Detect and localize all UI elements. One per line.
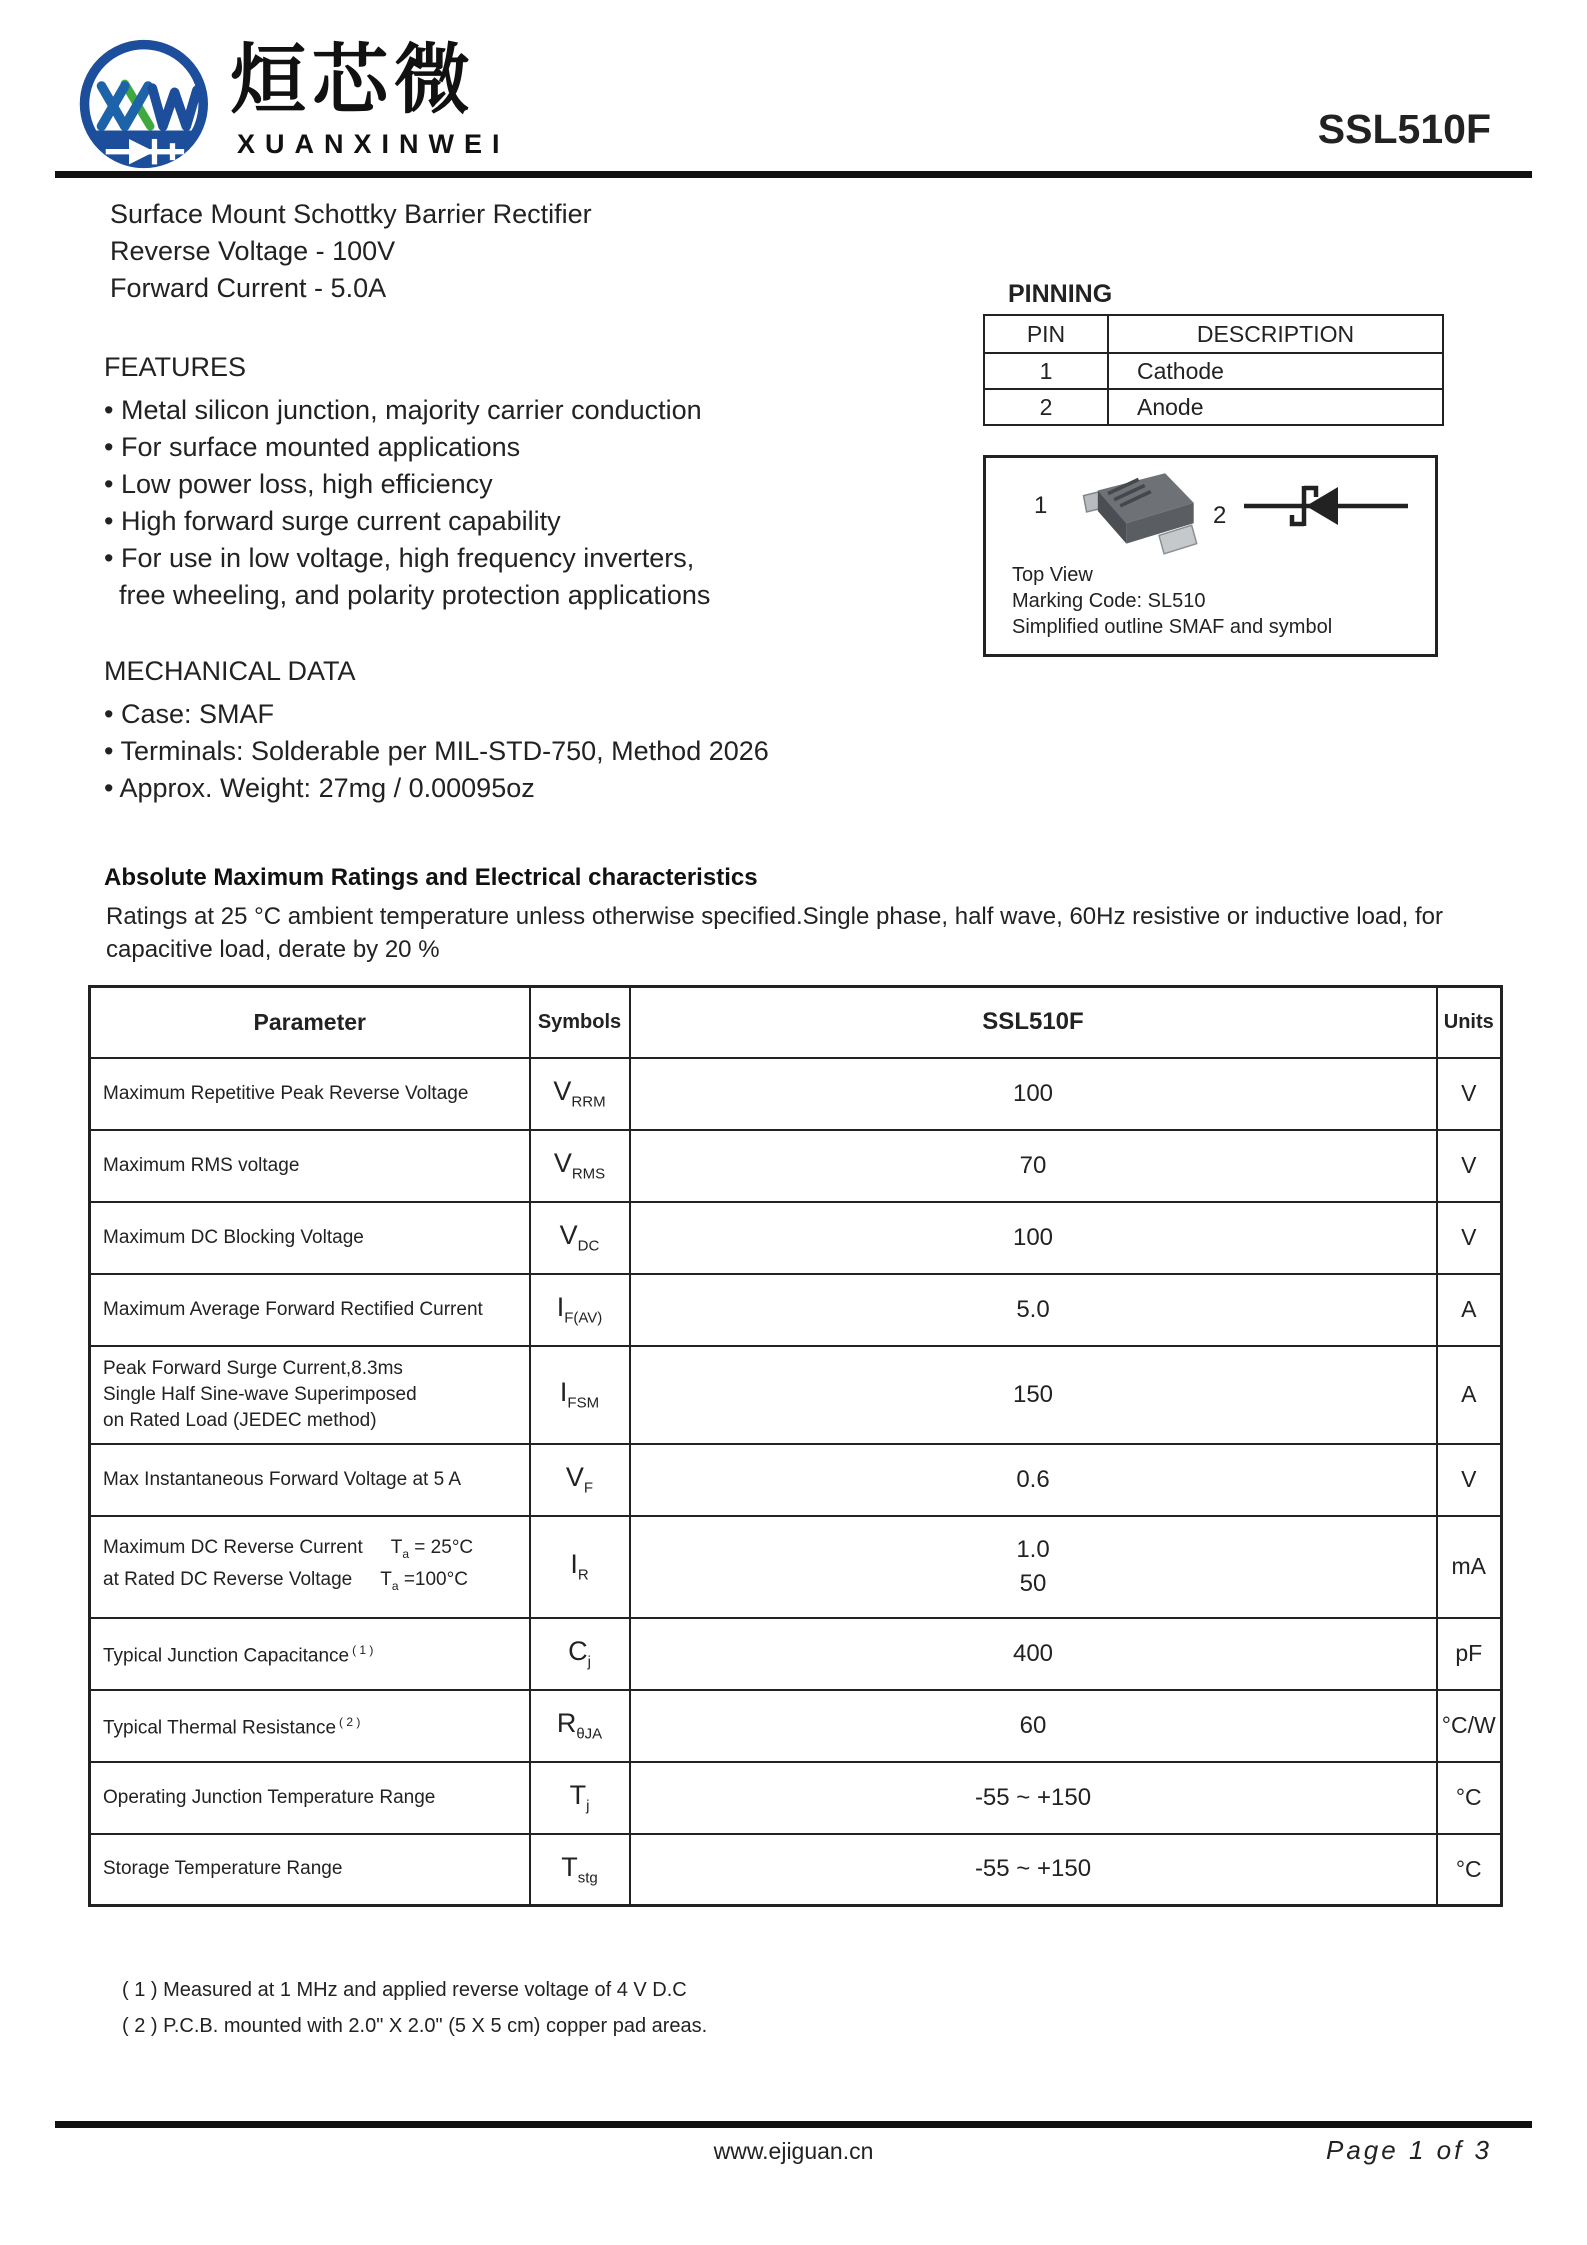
mechanical-data-title: MECHANICAL DATA	[104, 656, 356, 686]
table-row	[90, 1762, 1502, 1834]
value-cell: 0.6	[630, 1444, 1437, 1516]
value-cell: -55 ~ +150	[630, 1762, 1437, 1834]
unit-cell: V	[1437, 1444, 1502, 1516]
ratings-section-title: Absolute Maximum Ratings and Electrical characteristics	[104, 864, 758, 891]
pinning-table	[983, 314, 1444, 426]
company-name-chinese: 烜芯微	[230, 38, 476, 123]
package-3d-image	[1056, 462, 1211, 564]
ratings-table-body	[90, 1058, 1502, 1906]
table-row	[90, 1516, 1502, 1618]
package-caption-line: Marking Code: SL510	[1012, 590, 1206, 612]
footnote-1: ( 1 ) Measured at 1 MHz and applied reverse voltage of 4 V D.C	[122, 1979, 687, 2001]
schottky-diode-symbol-icon	[1238, 474, 1416, 538]
ratings-header-parameter: Parameter	[90, 987, 530, 1058]
footer-website: www.ejiguan.cn	[713, 2138, 874, 2164]
ratings-header-symbols: Symbols	[530, 987, 630, 1058]
symbol-cell: $I_{F(AV)}$	[530, 1274, 630, 1346]
unit-cell: V	[1437, 1202, 1502, 1274]
pinning-header-row	[984, 315, 1443, 353]
list-item: • For surface mounted applications	[104, 432, 521, 462]
value-cell: 100	[630, 1058, 1437, 1130]
symbol-cell: $V_{RMS}$	[530, 1130, 630, 1202]
parameter-cell: Typical Junction Capacitance $^{( 1 )}$	[90, 1618, 530, 1690]
ratings-header-row	[90, 987, 1502, 1058]
unit-cell: mA	[1437, 1516, 1502, 1618]
symbol-cell: $I_{FSM}$	[530, 1346, 630, 1444]
summary-line: Forward Current - 5.0A	[110, 273, 387, 303]
symbol-cell: $T_j$	[530, 1762, 630, 1834]
value-cell: 100	[630, 1202, 1437, 1274]
symbol-cell: $T_{stg}$	[530, 1834, 630, 1906]
table-row	[90, 1346, 1502, 1444]
table-row	[90, 1618, 1502, 1690]
value-cell: 150	[630, 1346, 1437, 1444]
unit-cell: V	[1437, 1130, 1502, 1202]
value-cell: -55 ~ +150	[630, 1834, 1437, 1906]
package-caption-line: Top View	[1012, 564, 1093, 586]
package-caption-line: Simplified outline SMAF and symbol	[1012, 616, 1333, 638]
symbol-cell: $R_{\theta JA}$	[530, 1690, 630, 1762]
footer-page-number: Page 1 of 3	[1326, 2135, 1492, 2165]
list-item: • Terminals: Solderable per MIL-STD-750, Method 2026	[104, 736, 769, 766]
list-item: • For use in low voltage, high frequency inverters,	[104, 543, 695, 573]
table-row	[90, 1130, 1502, 1202]
unit-cell: V	[1437, 1058, 1502, 1130]
table-row	[90, 1058, 1502, 1130]
package-outline-box	[983, 455, 1438, 657]
unit-cell: °C	[1437, 1762, 1502, 1834]
table-row	[90, 1444, 1502, 1516]
pinning-title: PINNING	[1008, 280, 1113, 308]
summary-line: Surface Mount Schottky Barrier Rectifier	[110, 199, 592, 229]
parameter-cell: Maximum DC Blocking Voltage	[90, 1202, 530, 1274]
table-row	[90, 1202, 1502, 1274]
symbol-cell: $V_F$	[530, 1444, 630, 1516]
symbol-cell: $V_{DC}$	[530, 1202, 630, 1274]
footer-divider	[55, 2121, 1532, 2128]
mechanical-data-list	[104, 696, 864, 807]
ratings-table	[88, 985, 1503, 1907]
list-item: • Low power loss, high efficiency	[104, 469, 493, 499]
package-caption	[1012, 562, 1332, 640]
value-cell: 400	[630, 1618, 1437, 1690]
table-row	[90, 1834, 1502, 1906]
unit-cell: °C	[1437, 1834, 1502, 1906]
features-list	[104, 392, 834, 614]
pin-description: Cathode	[1108, 353, 1443, 389]
table-row	[90, 1690, 1502, 1762]
list-item: • Metal silicon junction, majority carrier conduction	[104, 395, 702, 425]
value-cell: 5.0	[630, 1274, 1437, 1346]
pin-number: 2	[984, 389, 1108, 425]
parameter-cell: Typical Thermal Resistance $^{( 2 )}$	[90, 1690, 530, 1762]
footnote-2: ( 2 ) P.C.B. mounted with 2.0" X 2.0" (5 X 5 cm) copper pad areas.	[122, 2015, 708, 2037]
unit-cell: A	[1437, 1274, 1502, 1346]
list-item: • Approx. Weight: 27mg / 0.00095oz	[104, 773, 535, 803]
value-cell: 70	[630, 1130, 1437, 1202]
pinning-header-description: DESCRIPTION	[1108, 315, 1443, 353]
list-item: • Case: SMAF	[104, 699, 274, 729]
parameter-cell: Maximum RMS voltage	[90, 1130, 530, 1202]
pinning-row	[984, 389, 1443, 425]
product-summary	[110, 196, 592, 307]
ratings-header-units: Units	[1437, 987, 1502, 1058]
parameter-cell: Maximum DC Reverse Current $T_a = 25^\circ C$ at Rated DC Reverse Voltage $T_a =100^\circ C$	[90, 1516, 530, 1618]
symbol-cell: $I_R$	[530, 1516, 630, 1618]
unit-cell: °C/W	[1437, 1690, 1502, 1762]
pinning-row	[984, 353, 1443, 389]
parameter-cell: Maximum Repetitive Peak Reverse Voltage	[90, 1058, 530, 1130]
value-cell: 60	[630, 1690, 1437, 1762]
unit-cell: pF	[1437, 1618, 1502, 1690]
features-title: FEATURES	[104, 352, 247, 382]
company-name-latin: XUANXINWEI	[237, 129, 510, 159]
package-pin1-label: 1	[1034, 492, 1048, 519]
summary-line: Reverse Voltage - 100V	[110, 236, 396, 266]
header-divider	[55, 171, 1532, 178]
pin-number: 1	[984, 353, 1108, 389]
package-pin2-label: 2	[1213, 502, 1227, 529]
ratings-intro-text: Ratings at 25 °C ambient temperature unless otherwise specified.Single phase, half wave, 60Hz resistive or inductive load, for capacitive load, derate by 20 %	[106, 903, 1443, 963]
list-item: • High forward surge current capability	[104, 506, 561, 536]
footnotes	[122, 1972, 707, 2044]
parameter-cell: Peak Forward Surge Current,8.3ms Single Half Sine-wave Superimposed on Rated Load (JEDEC method)	[90, 1346, 530, 1444]
symbol-cell: $C_j$	[530, 1618, 630, 1690]
company-logo-icon	[76, 33, 216, 175]
value-cell: 1.0 50	[630, 1516, 1437, 1618]
list-item: free wheeling, and polarity protection applications	[119, 580, 711, 610]
part-number-title: SSL510F	[1317, 106, 1491, 152]
table-row	[90, 1274, 1502, 1346]
parameter-cell: Max Instantaneous Forward Voltage at 5 A	[90, 1444, 530, 1516]
pinning-table-body	[984, 353, 1443, 425]
unit-cell: A	[1437, 1346, 1502, 1444]
pin-description: Anode	[1108, 389, 1443, 425]
parameter-cell: Maximum Average Forward Rectified Current	[90, 1274, 530, 1346]
pinning-header-pin: PIN	[984, 315, 1108, 353]
parameter-cell: Operating Junction Temperature Range	[90, 1762, 530, 1834]
symbol-cell: $V_{RRM}$	[530, 1058, 630, 1130]
ratings-header-part: SSL510F	[630, 987, 1437, 1058]
parameter-cell: Storage Temperature Range	[90, 1834, 530, 1906]
